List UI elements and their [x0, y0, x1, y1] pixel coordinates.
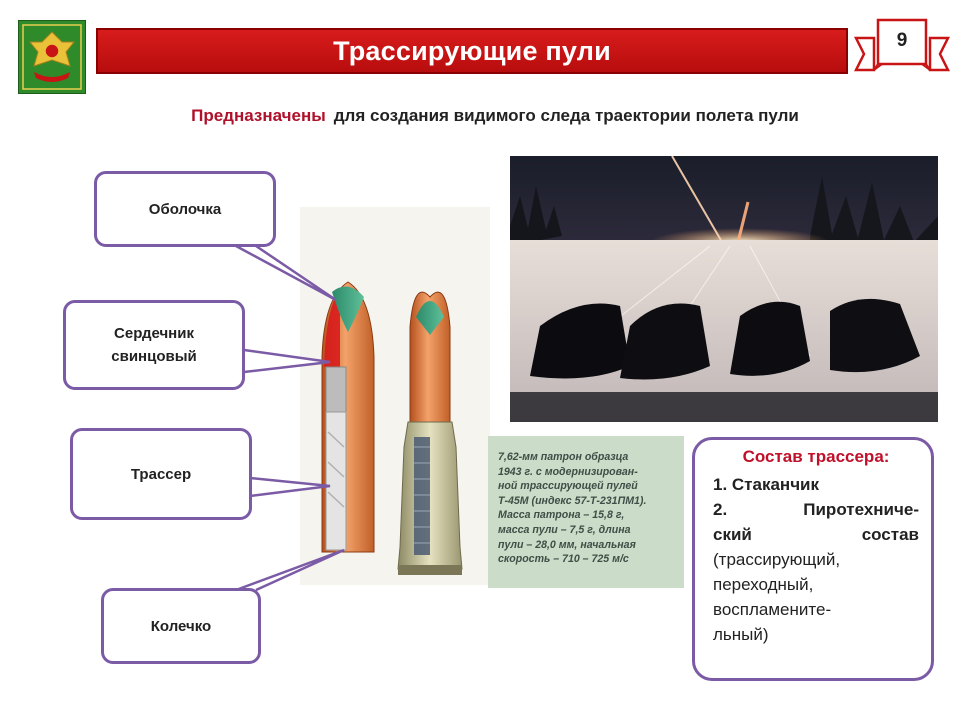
callout-label: Колечко — [150, 617, 212, 635]
callout-label: Трассер — [130, 465, 192, 483]
callout-label: Оболочка — [148, 200, 222, 218]
callout-label: Сердечник — [114, 325, 194, 342]
title-bar — [96, 28, 848, 74]
subtitle-text: для создания видимого следа траектории полета пули — [333, 106, 799, 125]
info-line: скорость – 710 – 725 м/с — [498, 553, 629, 566]
composition-text: ский — [713, 525, 752, 544]
info-line: 7,62-мм патрон образца — [498, 451, 629, 463]
composition-text: Пиротехниче- — [803, 500, 919, 519]
tracer-bullet-illustration — [300, 207, 490, 585]
info-line: Масса патрона – 15,8 г, — [498, 509, 625, 522]
composition-text: (трассирующий, — [713, 550, 841, 569]
composition-title: Состав трассера: — [742, 447, 890, 466]
cartridge-info-panel — [488, 436, 684, 588]
composition-item-2 — [713, 497, 919, 522]
callout-lead-core — [63, 300, 245, 390]
composition-text: состав — [861, 525, 919, 544]
info-line: ной трассирующей пулей — [498, 480, 638, 493]
info-line: 1943 г. с модернизирован- — [498, 465, 638, 478]
callout-shell — [94, 171, 276, 247]
tracer-composition-box — [692, 437, 934, 681]
page-number: 9 — [896, 30, 908, 51]
composition-text: переходный, — [713, 575, 814, 594]
subtitle-accent: Предназначены — [191, 106, 326, 125]
composition-item-1: 1. Стаканчик — [713, 475, 820, 494]
callout-ring — [101, 588, 261, 664]
info-line: Т-45М (индекс 57-Т-231ПМ1). — [498, 494, 647, 507]
page-title: Трассирующие пули — [333, 35, 611, 66]
composition-text: льный) — [713, 625, 769, 644]
composition-item-2-cont — [713, 522, 919, 547]
callout-label: свинцовый — [111, 348, 197, 365]
info-line: пули – 28,0 мм, начальная — [498, 538, 636, 551]
composition-text: 2. — [713, 500, 728, 519]
military-emblem-icon — [18, 20, 86, 94]
info-line: масса пули – 7,5 г, длина — [498, 523, 631, 536]
callout-tracer — [70, 428, 252, 520]
subtitle — [0, 106, 960, 126]
night-firing-photo — [510, 156, 938, 422]
composition-text: воспламените- — [713, 600, 832, 619]
